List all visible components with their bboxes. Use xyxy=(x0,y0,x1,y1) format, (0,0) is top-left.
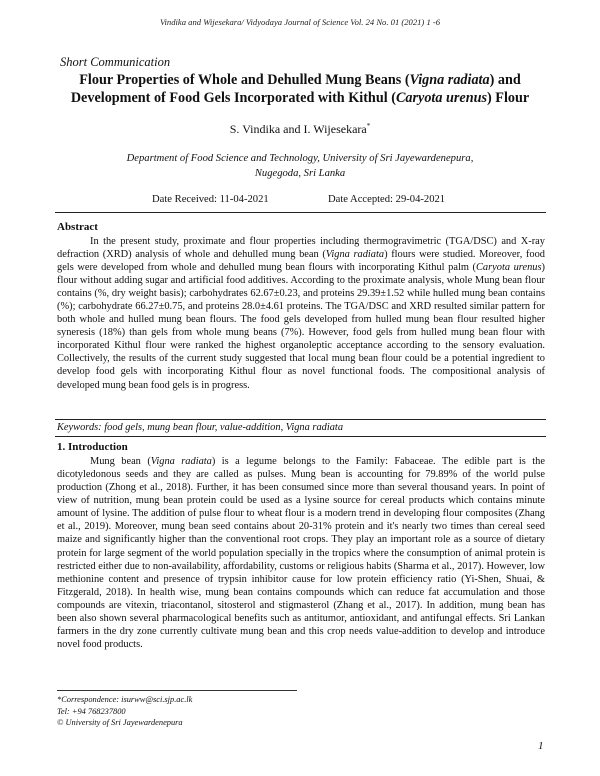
title-text: Development of Food Gels Incorporated with Kithul ( xyxy=(70,89,396,106)
correspondence-mark: * xyxy=(366,122,371,130)
authors xyxy=(0,122,600,137)
telephone: Tel: +94 768237800 xyxy=(57,706,126,716)
copyright: © University of Sri Jayewardenepura xyxy=(57,718,183,727)
page-number: 1 xyxy=(538,740,544,752)
keywords: Keywords: food gels, mung bean flour, value-addition, Vigna radiata xyxy=(57,422,344,433)
article-title xyxy=(40,72,560,107)
abstract-scientific-name: Vigna radiata xyxy=(325,249,385,261)
abstract-heading: Abstract xyxy=(57,221,98,233)
title-line-2 xyxy=(40,90,560,108)
affiliation xyxy=(60,152,540,181)
title-line-1 xyxy=(40,72,560,90)
section-type: Short Communication xyxy=(60,55,171,69)
introduction-scientific-name: Vigna radiata xyxy=(150,456,212,467)
footnote-divider xyxy=(57,690,297,691)
title-text: ) Flour xyxy=(487,89,530,106)
abstract-text: ) flour without adding sugar and artificial food additives. According to the proximate analysis, whole Mung bean flour contains (%, dry weight basis); carbohydrates 62.67±0.23, and proteins 29.39±1.52 while hulled mung bean contains (%); carbohydrate 66.27±0.75, and proteins 28.0±4.61 proteins. The TGA/DSC and XRD resulted similar pattern for both whole and hulled mung bean flours. The food gels developed from hulled mung bean flour resulted higher syneresis (18%) than gels from whole mung beans (7%). However, food gels from hulled mung bean flour with incorporated Kithul flour were ranked the highest organoleptic acceptance according to the sensory evaluation. Collectively, the results of the current study suggested that local mung bean flour could be a potential ingredient to develop food gels with incorporating Kithul flour as novel functional foods. The compositional analysis of developed mung bean food gels is in progress. xyxy=(57,262,545,391)
introduction-heading: 1. Introduction xyxy=(57,441,128,453)
correspondence-email: *Correspondence: isurww@sci.sjp.ac.lk xyxy=(57,695,193,704)
abstract-scientific-name: Caryota urenus xyxy=(475,262,542,274)
title-scientific-name: Vigna radiata xyxy=(409,72,490,88)
title-text: ) and xyxy=(489,72,521,88)
running-head: Vindika and Wijesekara/ Vidyodaya Journal of Science Vol. 24 No. 01 (2021) 1 -6 xyxy=(159,17,441,27)
introduction-text: Mung bean ( xyxy=(90,456,151,467)
abstract-text: In the present study, proximate and flour properties including thermogravimetric (TGA/DSC) and X-ray defraction (XRD) analysis of whole and dehulled mung bean ( xyxy=(57,236,545,261)
abstract-body xyxy=(57,235,545,392)
introduction-body xyxy=(57,455,545,651)
affiliation-line-1: Department of Food Science and Technology, University of Sri Jayewardenepura, xyxy=(126,153,474,164)
divider xyxy=(55,436,546,437)
footnotes xyxy=(57,694,192,729)
abstract-text: ) flours were studied. Moreover, food gels were developed from whole and dehulled mung bean flours with incorporating Kithul palm ( xyxy=(57,249,545,274)
date-received: Date Received: 11-04-2021 xyxy=(152,194,269,205)
introduction-text: ) is a legume belongs to the Family: Fabaceae. The edible part is the dicotyledonous seeds and they are called as pulses. Mung bean is accounting for 79.89% of the world pulse production (Zhong et al., 2018). Further, it has been consumed since more than several thousand years. In point of view of nutrition, mung bean protein could be used as a lysine source for cereal products which contains minute amount of lysine. The addition of pulse flour to wheat flour is a modern trend in developing flour composites (Zhang et al., 2019). Moreover, mung bean seed contains about 20-31% protein and it's nearly two times than cereal seed maize and significantly higher than the conventional root crops. They play an important role as a source of dietary protein for large segment of the world population specially in the tropics where the consumption of animal protein is restricted either due to non-availability, affordability, customs or religious habits (Sharma et al., 2017). However, low methionine content and presence of trypsin inhibitor cause for low protein efficiency ratio (Yi-Shen, Shuai, & Fitzgerald, 2018). In health wise, mung bean contains compounds which can reduce fat accumulation and those compounds are vitexin, triacontanol, sitosterol and stigmasterol (Zhang et al., 2017). In addition, mung bean has been also shown several pharmacological benefits such as antitumor, antioxidant, and antifungal effects. Sri Lankan farmers in the dry zone currently cultivate mung bean and this crop needs value-addition to develop and introduce novel food products. xyxy=(57,456,545,651)
divider xyxy=(55,212,546,213)
author-names: S. Vindika and I. Wijesekara xyxy=(229,122,367,136)
date-accepted: Date Accepted: 29-04-2021 xyxy=(328,194,446,205)
title-text: Flour Properties of Whole and Dehulled Mung Beans ( xyxy=(79,72,410,88)
title-scientific-name: Caryota urenus xyxy=(395,89,487,106)
affiliation-line-2: Nugegoda, Sri Lanka xyxy=(254,167,346,179)
divider xyxy=(55,419,546,420)
